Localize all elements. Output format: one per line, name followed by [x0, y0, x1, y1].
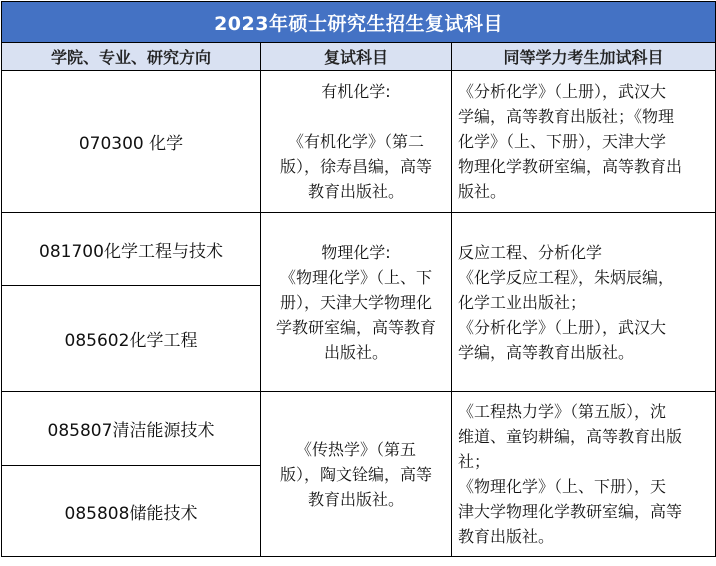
retest-line: 《物理化学》（上、下 [279, 267, 432, 287]
extra-line: 《分析化学》（上册），武汉大 [458, 82, 667, 101]
major-chem-eng-tech: 081700化学工程与技术 [2, 213, 261, 286]
retest-line: 教育出版社。 [307, 489, 404, 509]
extra-subjects-g1 [452, 71, 716, 213]
extra-line: 教育出版社。 [458, 527, 555, 546]
extra-line: 《工程热力学》（第五版），沈 [458, 402, 667, 421]
extra-line: 社； [458, 452, 491, 471]
major-chem-eng: 085602化学工程 [2, 286, 261, 392]
retest-line: 版），陶文铨编，高等 [279, 464, 432, 484]
major-energy-storage: 085808储能技术 [2, 466, 261, 557]
extra-line: 《物理化学》（上、下册），天 [458, 477, 667, 496]
retest-line: 册），天津大学物理化 [279, 292, 432, 312]
extra-line: 版社。 [458, 182, 507, 201]
extra-subjects-g3 [452, 392, 716, 557]
major-chemistry: 070300 化学 [2, 71, 261, 213]
retest-organic-chemistry [261, 71, 452, 213]
retest-line: 《传热学》（第五 [295, 439, 416, 459]
retest-line: 有机化学: [321, 82, 391, 101]
header-retest: 复试科目 [261, 43, 452, 71]
retest-heat-transfer [261, 392, 452, 557]
table-title: 2023年硕士研究生招生复试科目 [2, 2, 716, 43]
retest-line: 版），徐寿昌编，高等 [279, 157, 432, 176]
major-clean-energy: 085807清洁能源技术 [2, 392, 261, 466]
extra-subjects-g2 [452, 213, 716, 392]
table-row [2, 71, 716, 213]
extra-line: 化学》（上、下册），天津大学 [458, 132, 667, 151]
extra-line: 物理化学教研室编，高等教育出 [458, 157, 683, 176]
title-row [2, 2, 716, 43]
extra-line: 学编，高等教育出版社；《物理 [458, 107, 675, 126]
header-extra: 同等学力考生加试科目 [452, 43, 716, 71]
extra-line: 维道、童钧耕编，高等教育出版 [458, 427, 683, 446]
retest-line: 出版社。 [323, 342, 388, 362]
extra-line: 《化学反应工程》，朱炳辰编， [458, 267, 675, 287]
retest-physical-chemistry [261, 213, 452, 392]
blank-line [269, 104, 443, 129]
table-row [2, 392, 716, 466]
extra-line: 化学工业出版社； [458, 292, 587, 312]
retest-line: 学教研室编，高等教育 [275, 317, 436, 337]
extra-line: 学编，高等教育出版社。 [458, 342, 635, 362]
retest-line: 教育出版社。 [307, 182, 404, 201]
header-row [2, 43, 716, 71]
table-row [2, 213, 716, 286]
extra-line: 反应工程、分析化学 [458, 242, 603, 262]
subjects-table [1, 1, 716, 557]
extra-line: 津大学物理化学教研室编，高等 [458, 502, 683, 521]
retest-line: 《有机化学》（第二 [287, 132, 424, 151]
extra-line: 《分析化学》（上册），武汉大 [458, 317, 667, 337]
retest-line: 物理化学: [321, 242, 391, 262]
header-major: 学院、专业、研究方向 [2, 43, 261, 71]
